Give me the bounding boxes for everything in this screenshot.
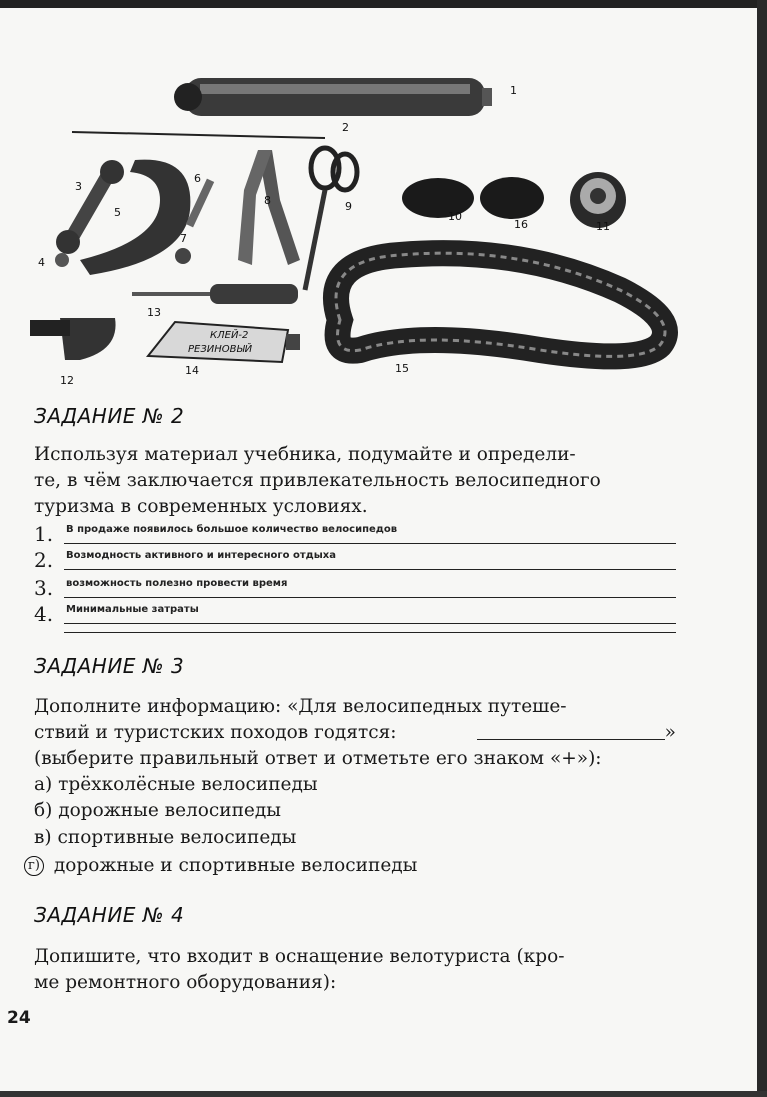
label-5: 5: [114, 206, 121, 219]
task4-text: [34, 944, 676, 996]
washer-drawing: [55, 253, 69, 267]
multikey-drawing: [80, 160, 190, 275]
label-13: 13: [147, 306, 161, 319]
answer-number-2: 2.: [34, 548, 54, 572]
answer-text-2: Возмодность активного и интересного отдыха: [66, 550, 336, 561]
task3-answer-blank[interactable]: [477, 721, 665, 740]
label-12: 12: [60, 374, 74, 387]
label-8: 8: [264, 194, 271, 207]
label-16: 16: [514, 218, 528, 231]
page-number: 24: [7, 1008, 31, 1028]
patch-10-drawing: [402, 178, 474, 218]
spoke-drawing: [72, 132, 325, 138]
answer-line-3[interactable]: [64, 597, 676, 598]
option-b[interactable]: [34, 800, 281, 821]
label-9: 9: [345, 200, 352, 213]
option-c[interactable]: [34, 827, 296, 848]
label-1: 1: [510, 84, 517, 97]
nut-drawing: [175, 248, 191, 264]
scan-edge-bottom: [0, 1091, 767, 1097]
option-c-marker: в): [34, 827, 52, 848]
answer-text-3: возможность полезно провести время: [66, 578, 288, 589]
glue-tube-text-2: РЕЗИНОВЫЙ: [188, 344, 253, 355]
answer-row-2: [34, 548, 676, 574]
task2-heading: ЗАДАНИЕ № 2: [34, 404, 185, 428]
pliers-drawing: [238, 150, 300, 265]
pump-drawing: [174, 78, 492, 116]
patch-16-drawing: [480, 177, 544, 219]
option-d-circled-marker: г): [24, 856, 44, 876]
task3-line-2-end: »: [664, 722, 676, 743]
answer-number-3: 3.: [34, 576, 54, 600]
label-10: 10: [448, 210, 462, 223]
label-11: 11: [596, 220, 610, 233]
label-2: 2: [342, 121, 349, 134]
answer-row-1: [34, 522, 676, 548]
answer-line-extra[interactable]: [64, 632, 676, 633]
option-a[interactable]: [34, 774, 318, 795]
task3-text: [34, 694, 676, 772]
label-15: 15: [395, 362, 409, 375]
option-b-text: дорожные велосипеды: [58, 800, 281, 821]
task2-line-3: туризма в современных условиях.: [34, 496, 368, 517]
label-7: 7: [180, 232, 187, 245]
answer-number-4: 4.: [34, 602, 54, 626]
screwdriver-drawing: [132, 284, 298, 304]
clamp-drawing: [30, 318, 116, 360]
task3-line-3: (выберите правильный ответ и отметьте его знаком «+»):: [34, 748, 602, 769]
answer-line-4[interactable]: [64, 623, 676, 624]
task3-heading: ЗАДАНИЕ № 3: [34, 654, 185, 678]
option-d-text: дорожные и спортивные велосипеды: [53, 855, 418, 876]
task4-line-1: Допишите, что входит в оснащение велотуриста (кро-: [34, 946, 565, 967]
scan-edge-top: [0, 0, 767, 8]
label-4: 4: [38, 256, 45, 269]
task4-heading: ЗАДАНИЕ № 4: [34, 903, 185, 927]
tire-drawing: [336, 253, 665, 356]
scan-edge-right: [757, 0, 767, 1097]
task3-line-1: Дополните информацию: «Для велосипедных путеше-: [34, 696, 567, 717]
option-d[interactable]: [24, 855, 417, 876]
answer-row-4: [34, 602, 676, 628]
task4-line-2: ме ремонтного оборудования):: [34, 972, 337, 993]
option-b-marker: б): [34, 800, 53, 821]
label-3: 3: [75, 180, 82, 193]
label-6: 6: [194, 172, 201, 185]
option-a-text: трёхколёсные велосипеды: [58, 774, 318, 795]
answer-text-1: В продаже появилось большое количество велосипедов: [66, 524, 398, 535]
answer-number-1: 1.: [34, 522, 54, 546]
task2-line-1: Используя материал учебника, подумайте и определи-: [34, 444, 576, 465]
task3-line-2-start: ствий и туристских походов годятся:: [34, 722, 397, 743]
task2-line-2: те, в чём заключается привлекательность велосипедного: [34, 470, 601, 491]
answer-line-2[interactable]: [64, 569, 676, 570]
answer-row-3: [34, 576, 676, 602]
option-a-marker: а): [34, 774, 53, 795]
option-c-text: спортивные велосипеды: [57, 827, 297, 848]
label-14: 14: [185, 364, 199, 377]
task2-text: [34, 442, 676, 520]
task3-line-2: [34, 720, 676, 746]
repair-kit-illustration: [20, 60, 700, 400]
glue-tube-drawing: [148, 322, 300, 362]
answer-text-4: Минимальные затраты: [66, 604, 199, 615]
glue-tube-text-1: КЛЕЙ-2: [210, 330, 249, 341]
answer-line-1[interactable]: [64, 543, 676, 544]
